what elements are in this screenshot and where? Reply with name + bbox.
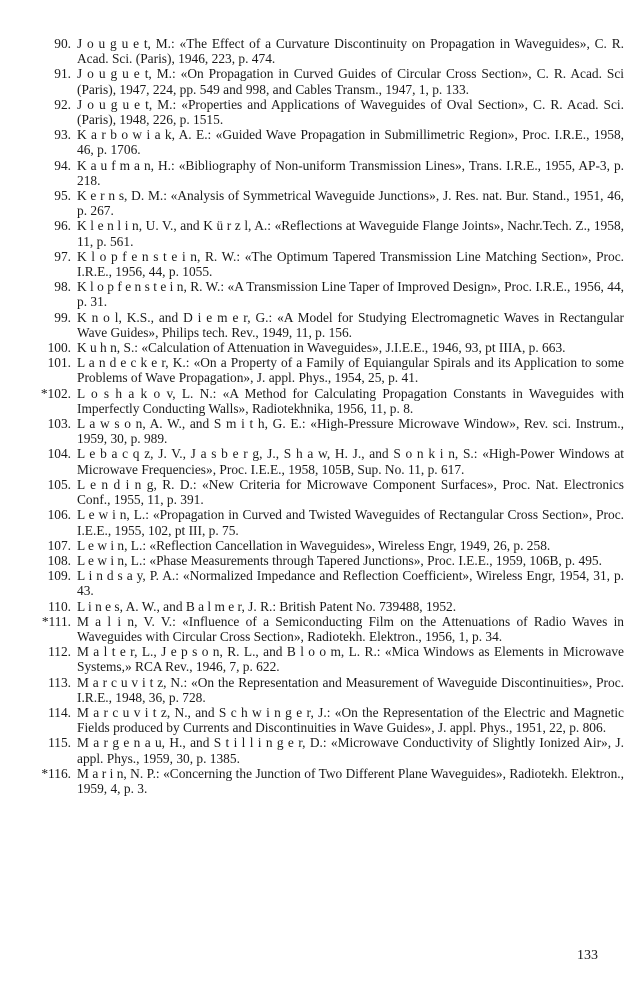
reference-number: 98. — [54, 279, 71, 295]
reference-number: 95. — [54, 188, 71, 204]
reference-text: M a l i n, V. V.: «Influence of a Semiconducting Film on the Attenuations of Radio Waves in Waveguides with Circular Cross Section», Radiotekh. Elektron., 1956, 1, p. 34. — [77, 613, 624, 644]
reference-number: 100. — [47, 340, 71, 356]
reference-number: 91. — [54, 66, 71, 82]
reference-number: 106. — [47, 507, 71, 523]
reference-entry — [22, 279, 624, 309]
reference-text: J o u g u e t, M.: «Properties and Applications of Waveguides of Oval Section», C. R. Acad. Sci. (Paris), 1948, 226, p. 1515. — [77, 96, 624, 128]
reference-number: 109. — [47, 568, 71, 584]
reference-text: M a r c u v i t z, N.: «On the Representation and Measurement of Waveguide Discontinuities», Proc. I.R.E., 1948, 36, p. 728. — [77, 674, 624, 705]
reference-number: 108. — [47, 552, 71, 568]
reference-number: 103. — [47, 416, 71, 432]
reference-number: *116. — [41, 765, 71, 781]
reference-text: L i n d s a y, P. A.: «Normalized Impedance and Reflection Coefficient», Wireless Engr, 1954, 31, p. 43. — [77, 568, 624, 599]
reference-text: K e r n s, D. M.: «Analysis of Symmetrical Waveguide Junctions», J. Res. nat. Bur. Stand., 1951, 46, p. 267. — [77, 188, 624, 219]
reference-text: K n o l, K.S., and D i e m e r, G.: «A Model for Studying Electromagnetic Waves in Rectangular Wave Guides», Philips tech. Rev., 1949, 11, p. 156. — [77, 309, 624, 340]
reference-text: K a u f m a n, H.: «Bibliography of Non-uniform Transmission Lines», Trans. I.R.E., 1955, AP-3, p. 218. — [77, 157, 624, 188]
reference-entry — [22, 614, 624, 644]
reference-number: 115. — [48, 735, 71, 751]
reference-text: M a l t e r, L., J e p s o n, R. L., and B l o o m, L. R.: «Mica Windows as Elements in Microwave Systems,» RCA Rev., 1946, 7, p. 622. — [77, 644, 624, 675]
reference-entry — [22, 553, 624, 568]
reference-entry — [22, 127, 624, 157]
reference-entry — [22, 735, 624, 765]
reference-text: K l e n l i n, U. V., and K ü r z l, A.: «Reflections at Waveguide Flange Joints», Nachr.Tech. Z., 1958, 11, p. 561. — [77, 218, 624, 249]
reference-entry — [22, 507, 624, 537]
reference-text: L e b a c q z, J. V., J a s b e r g, J., S h a w, H. J., and S o n k i n, S.: «High-Power Windows at Microwave Frequencies», Proc. I.E.E., 1958, 105B, Sup. No. 11, p. 617. — [77, 446, 624, 477]
reference-entry — [22, 766, 624, 796]
reference-entry — [22, 675, 624, 705]
reference-text: J o u g u e t, M.: «The Effect of a Curvature Discontinuity on Propagation in Waveguides», C. R. Acad. Sci. (Paris), 1946, 223, p. 474. — [77, 36, 624, 67]
reference-text: K a r b o w i a k, A. E.: «Guided Wave Propagation in Submillimetric Region», Proc. I.R.E., 1958, 46, p. 1706. — [77, 127, 624, 158]
reference-entry — [22, 416, 624, 446]
reference-entry — [22, 386, 624, 416]
reference-text: L e w i n, L.: «Phase Measurements through Tapered Junctions», Proc. I.E.E., 1959, 106B, p. 495. — [77, 552, 602, 568]
reference-number: 92. — [54, 96, 71, 112]
reference-entry — [22, 568, 624, 598]
reference-number: 112. — [48, 644, 71, 660]
reference-list — [22, 36, 624, 796]
reference-entry — [22, 355, 624, 385]
reference-entry — [22, 310, 624, 340]
reference-text: L e n d i n g, R. D.: «New Criteria for Microwave Component Surfaces», Proc. Nat. Electronics Conf., 1955, 11, p. 391. — [77, 476, 624, 508]
reference-number: 90. — [54, 36, 71, 51]
reference-number: 94. — [54, 157, 71, 173]
reference-number: 97. — [54, 248, 71, 264]
page-number: 133 — [577, 948, 598, 963]
reference-entry — [22, 158, 624, 188]
reference-number: 99. — [54, 309, 71, 325]
reference-text: L i n e s, A. W., and B a l m e r, J. R.: British Patent No. 739488, 1952. — [77, 598, 457, 614]
reference-number: *111. — [41, 613, 71, 629]
reference-entry — [22, 705, 624, 735]
reference-number: 113. — [48, 674, 71, 690]
reference-entry — [22, 477, 624, 507]
reference-number: 93. — [54, 127, 71, 143]
reference-number: *102. — [40, 385, 71, 401]
reference-entry — [22, 188, 624, 218]
reference-text: K u h n, S.: «Calculation of Attenuation in Waveguides», J.I.E.E., 1946, 93, pt IIIA, p. 663. — [77, 340, 566, 356]
reference-entry — [22, 97, 624, 127]
reference-number: 105. — [47, 476, 71, 492]
reference-number: 107. — [47, 537, 71, 553]
reference-number: 110. — [48, 598, 71, 614]
reference-number: 96. — [54, 218, 71, 234]
reference-entry — [22, 66, 624, 96]
reference-text: K l o p f e n s t e i n, R. W.: «The Optimum Tapered Transmission Line Matching Section», Proc. I.R.E., 1956, 44, p. 1055. — [77, 248, 624, 280]
reference-text: L a n d e c k e r, K.: «On a Property of a Family of Equiangular Spirals and its Application to some Problems of Wave Propagation», J. appl. Phys., 1954, 25, p. 41. — [77, 355, 624, 386]
reference-text: L e w i n, L.: «Reflection Cancellation in Waveguides», Wireless Engr, 1949, 26, p. 258. — [77, 537, 551, 553]
reference-text: M a r g e n a u, H., and S t i l l i n g e r, D.: «Microwave Conductivity of Slightly Ionized Air», J. appl. Phys., 1959, 30, p. 1385. — [77, 735, 624, 766]
reference-entry — [22, 599, 624, 614]
reference-entry — [22, 36, 624, 66]
reference-text: L o s h a k o v, L. N.: «A Method for Calculating Propagation Constants in Waveguides with Imperfectly Conducting Walls», Radiotekhnika, 1956, 11, p. 8. — [77, 385, 624, 416]
reference-entry — [22, 446, 624, 476]
reference-text: K l o p f e n s t e i n, R. W.: «A Transmission Line Taper of Improved Design», Proc. I.R.E., 1956, 44, p. 31. — [77, 279, 624, 310]
reference-text: L a w s o n, A. W., and S m i t h, G. E.: «High-Pressure Microwave Window», Rev. sci. Instrum., 1959, 30, p. 989. — [77, 416, 624, 447]
reference-text: M a r c u v i t z, N., and S c h w i n g e r, J.: «On the Representation of the Electric and Magnetic Fields produced by Currents and Discontinuities in Wave Guides», J. appl. Phys., 1951, 22, p. 806. — [77, 704, 624, 736]
reference-text: L e w i n, L.: «Propagation in Curved and Twisted Waveguides of Rectangular Cross Section», Proc. I.E.E., 1955, 102, pt III, p. 75. — [77, 507, 624, 538]
reference-text: J o u g u e t, M.: «On Propagation in Curved Guides of Circular Cross Section», C. R. Acad. Sci (Paris), 1947, 224, pp. 549 and 998, and Cables Transm., 1947, 1, p. 133. — [77, 66, 624, 97]
reference-text: M a r i n, N. P.: «Concerning the Junction of Two Different Plane Waveguides», Radiotekh. Elektron., 1959, 4, p. 3. — [77, 765, 624, 796]
reference-entry — [22, 340, 624, 355]
reference-number: 114. — [48, 704, 71, 720]
reference-entry — [22, 249, 624, 279]
reference-entry — [22, 218, 624, 248]
reference-entry — [22, 644, 624, 674]
reference-number: 101. — [47, 355, 71, 371]
reference-number: 104. — [47, 446, 71, 462]
reference-entry — [22, 538, 624, 553]
